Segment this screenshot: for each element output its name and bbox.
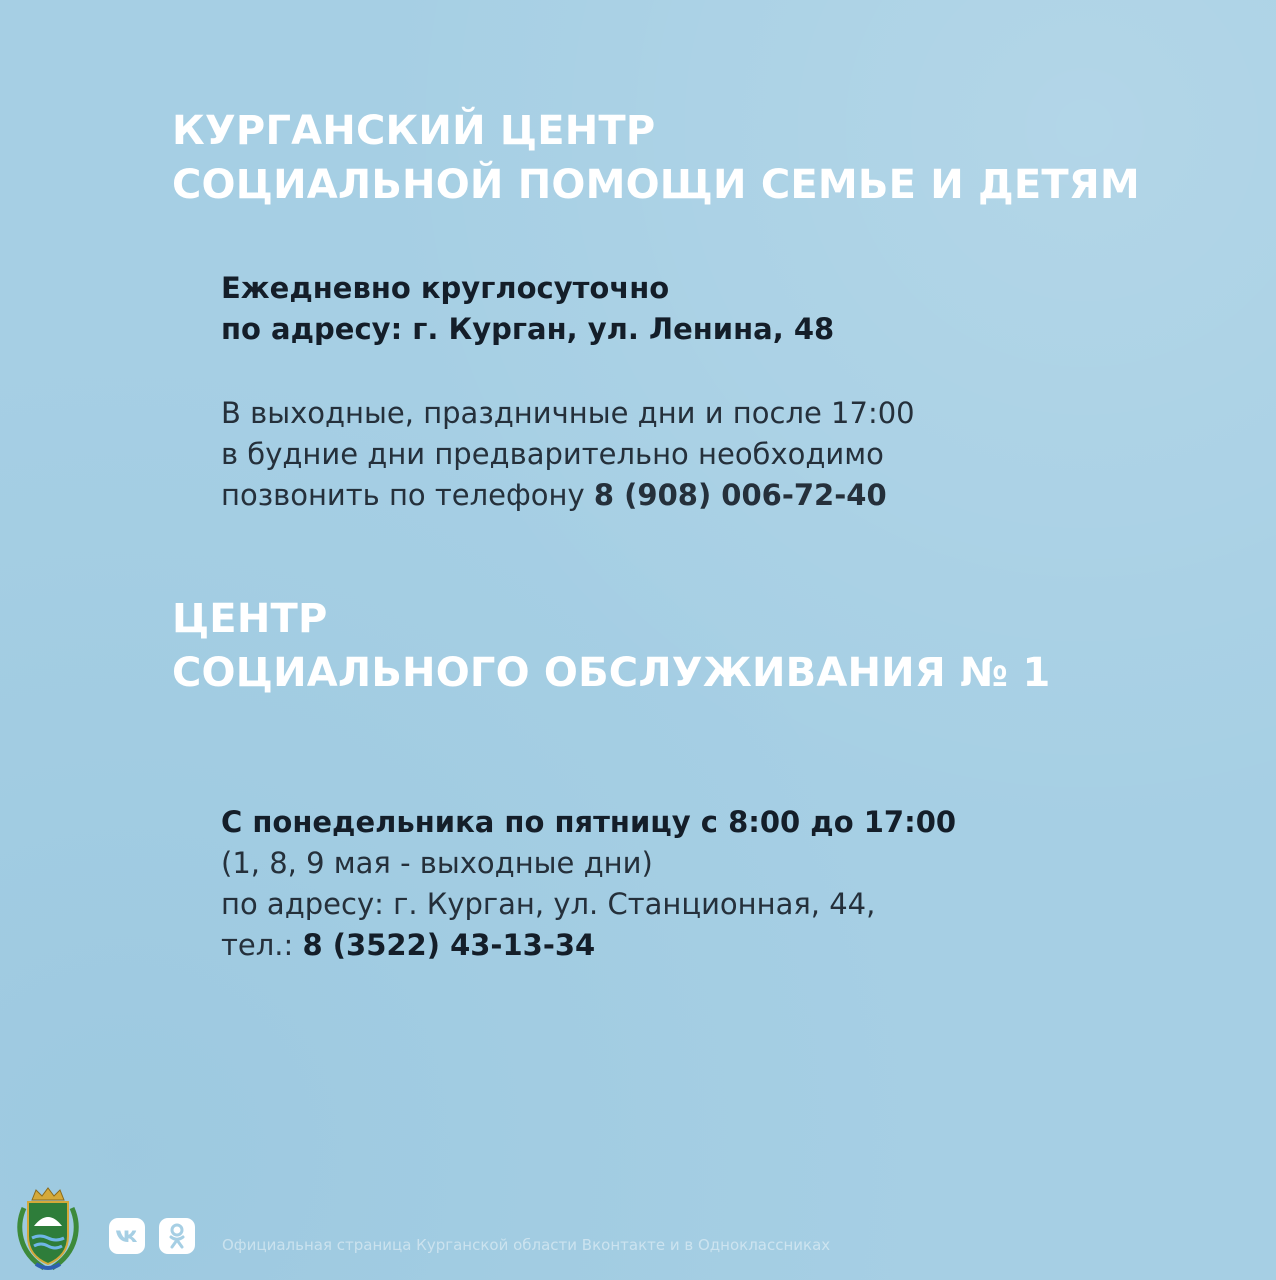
org2-heading-line2: СОЦИАЛЬНОГО ОБСЛУЖИВАНИЯ № 1: [172, 650, 1051, 696]
org2-address: по адресу: г. Курган, ул. Станционная, 44,: [221, 887, 876, 921]
vk-glyph: [115, 1229, 139, 1243]
org2-heading: [172, 592, 1050, 700]
org1-note-call-text: позвонить по телефону: [221, 478, 585, 512]
org2-phone[interactable]: 8 (3522) 43-13-34: [302, 928, 596, 962]
org1-address: по адресу: г. Курган, ул. Ленина, 48: [221, 312, 835, 346]
org1-schedule: Ежедневно круглосуточно: [221, 271, 670, 305]
vk-icon[interactable]: [109, 1218, 145, 1254]
org2-holidays: (1, 8, 9 мая - выходные дни): [221, 846, 653, 880]
org1-schedule-block: [221, 268, 834, 350]
footer-text: Официальная страница Курганской области Вконтакте и в Одноклассниках: [222, 1236, 831, 1254]
org2-phone-label: тел.:: [221, 928, 294, 962]
org1-note-line2: в будние дни предварительно необходимо: [221, 437, 884, 471]
org1-heading-line1: КУРГАНСКИЙ ЦЕНТР: [172, 108, 656, 154]
coat-of-arms-icon: [14, 1186, 82, 1272]
org2-info-block: [221, 802, 956, 966]
org1-note-block: [221, 393, 915, 516]
footer: [0, 1180, 1276, 1280]
odnoklassniki-icon[interactable]: [159, 1218, 195, 1254]
org1-heading: [172, 104, 1140, 212]
org2-phone-line: [221, 925, 956, 966]
org1-heading-line2: СОЦИАЛЬНОЙ ПОМОЩИ СЕМЬЕ И ДЕТЯМ: [172, 162, 1140, 208]
org2-heading-line1: ЦЕНТР: [172, 596, 328, 642]
org2-schedule: С понедельника по пятницу с 8:00 до 17:00: [221, 805, 957, 839]
org1-phone[interactable]: 8 (908) 006-72-40: [593, 478, 887, 512]
org1-note-line1: В выходные, праздничные дни и после 17:00: [221, 396, 915, 430]
org1-note-line3: [221, 475, 915, 516]
ok-glyph: [167, 1223, 187, 1249]
